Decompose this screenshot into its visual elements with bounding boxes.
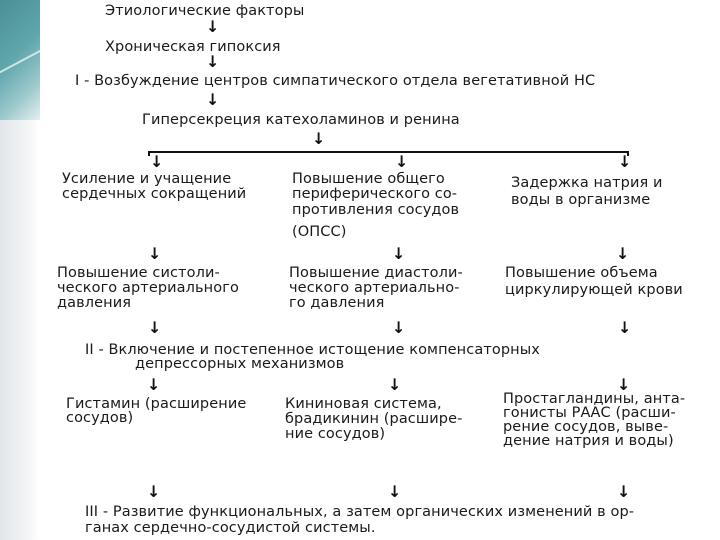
node-line: депрессорных механизмов [135,356,345,372]
arrow-down-icon: ↓ [388,482,402,501]
node-line: го давления [289,295,385,311]
node-stage-1: I - Возбуждение центров симпатического отдела вегетативной НС [75,73,596,89]
arrow-down-icon: ↓ [395,152,409,171]
arrow-down-icon: ↓ [392,244,406,263]
arrow-down-icon: ↓ [388,375,402,394]
arrow-down-icon: ↓ [392,318,406,337]
node-line: II - Включение и постепенное истощение компенсаторных [85,342,540,358]
node-line: гонисты РААС (расши- [503,405,676,421]
node-line: ческого артериально- [289,280,460,296]
node-line: Повышение диастоли- [289,265,463,281]
arrow-down-icon: ↓ [147,482,161,501]
node-line: (ОПСС) [292,224,347,240]
node-line: брадикинин (расшире- [285,411,463,427]
node-line: ческого артериального [57,280,239,296]
arrow-down-icon: ↓ [206,17,220,36]
slide-sidebar-decoration [0,0,40,540]
node-etiology: Этиологические факторы [105,3,305,19]
node-line: давления [57,295,132,311]
node-line: Повышение систоли- [57,265,220,281]
arrow-down-icon: ↓ [618,318,632,337]
node-line: III - Развитие функциональных, а затем органических изменений в ор- [85,504,635,520]
arrow-down-icon: ↓ [148,244,162,263]
arrow-down-icon: ↓ [148,318,162,337]
node-line: сердечных сокращений [62,186,247,202]
node-line: Повышение общего [292,171,445,187]
node-line: рение сосудов, выве- [503,419,669,435]
node-hypersecretion: Гиперсекреция катехоламинов и ренина [142,112,460,128]
node-line: ганах сердечно-сосудистой системы. [85,520,376,536]
node-line: дение натрия и воды) [503,433,674,449]
node-line: Повышение объема [505,265,658,281]
node-line: циркулирующей крови [505,282,683,298]
node-line: ние сосудов) [285,426,386,442]
arrow-down-icon: ↓ [147,375,161,394]
node-line: Задержка натрия и [511,175,663,191]
arrow-down-icon: ↓ [618,152,632,171]
node-line: противления сосудов [292,202,460,218]
arrow-down-icon: ↓ [206,52,220,71]
arrow-down-icon: ↓ [206,90,220,109]
branch-line [148,151,628,153]
arrow-down-icon: ↓ [617,375,631,394]
node-hypoxia: Хроническая гипоксия [105,39,281,55]
node-line: Гистамин (расширение [66,396,247,412]
node-line: Усиление и учащение [62,171,232,187]
node-line: воды в организме [511,192,651,208]
node-line: сосудов) [66,410,134,426]
arrow-down-icon: ↓ [617,482,631,501]
node-line: периферического со- [292,186,458,202]
arrow-down-icon: ↓ [150,152,164,171]
node-line: Кининовая система, [285,396,442,412]
arrow-down-icon: ↓ [616,244,630,263]
arrow-down-icon: ↓ [312,129,326,148]
node-line: Простагландины, анта- [503,391,686,407]
